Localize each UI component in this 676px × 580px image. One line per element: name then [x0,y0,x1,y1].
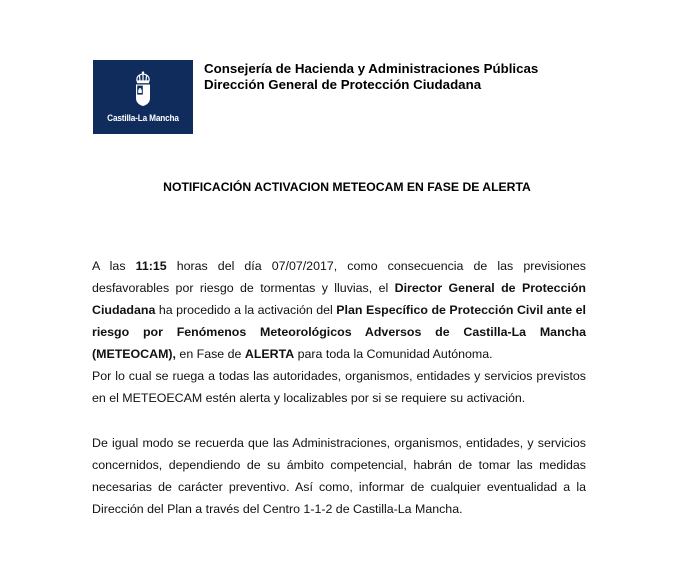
document-title: NOTIFICACIÓN ACTIVACION METEOCAM EN FASE DE ALERTA [163,180,531,194]
notification-body [92,255,586,409]
text-span: horas del día 07/07/2017, como consecuencia de las previsiones desfavorables por riesgo de tormentas y lluvias, el [92,259,587,295]
plan-name: Plan Específico de Protección Civil ante el riesgo por Fenómenos Meteorológicos Adversos de Castilla-La Mancha (METEOCAM), [92,303,586,361]
directorate-name: Dirección General de Protección Ciudadana [204,77,482,92]
activation-time: 11:15 [135,259,167,273]
alert-phase: ALERTA [244,347,295,361]
notification-body-continued [92,432,586,520]
document-header [204,61,538,93]
department-name: Consejería de Hacienda y Administraciones Públicas [204,61,539,76]
paragraph-request: Por lo cual se ruega a todas las autoridades, organismos, entidades y servicios previstos en el METEOECAM estén alerta y localizables por si se requiere su activación. [92,369,586,405]
logo-text: Castilla-La Mancha [107,113,179,124]
crown-shield-emblem-icon [134,71,152,107]
paragraph-activation [92,255,586,365]
text-span: ha procedido a la activación del [155,303,337,317]
castilla-la-mancha-logo [93,60,193,134]
paragraph-reminder: De igual modo se recuerda que las Administraciones, organismos, entidades, y servicios concernidos, dependiendo de su ámbito competencial, habrán de tomar las medidas necesarias de carácter preventivo. Así como, informar de cualquier eventualidad a la Dirección del Plan a través del Centro 1-1-2 de Castilla-La Mancha. [92,436,586,516]
text-span: A las [92,259,136,273]
text-span: en Fase de [175,347,245,361]
director-title: Director General de Protección Ciudadana [92,281,586,317]
text-span: para toda la Comunidad Autónoma. [294,347,493,361]
